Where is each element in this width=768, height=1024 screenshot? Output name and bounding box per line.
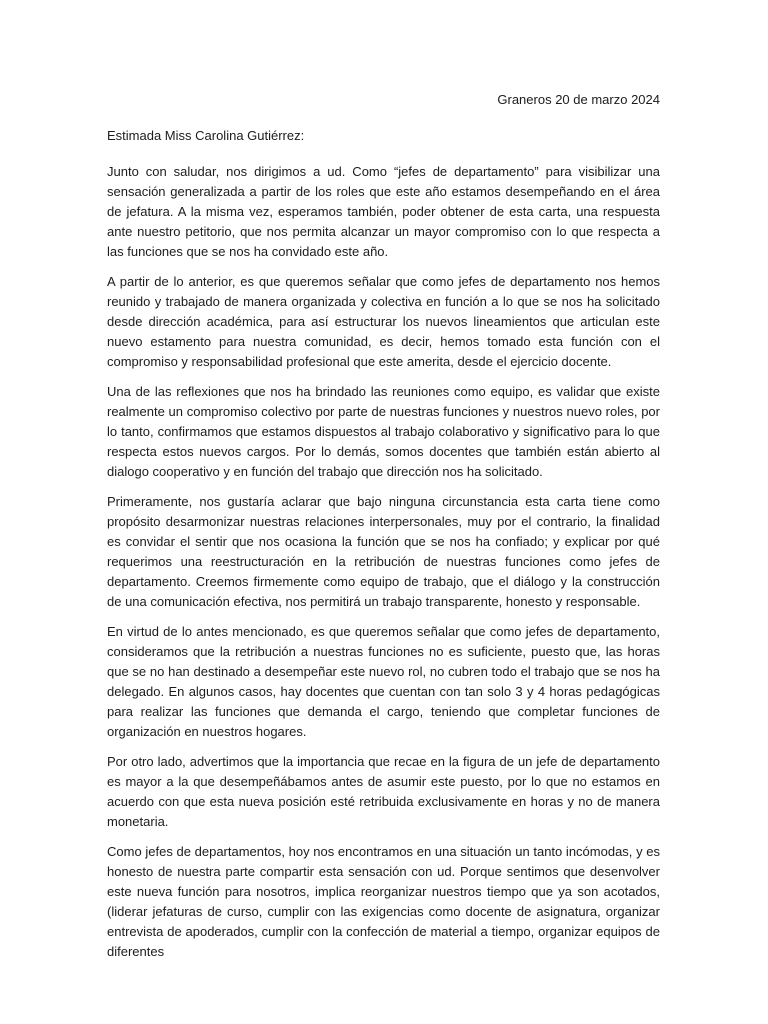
- letter-date: Graneros 20 de marzo 2024: [497, 92, 660, 107]
- letter-paragraph: A partir de lo anterior, es que queremos señalar que como jefes de departamento nos hemos reunido y trabajado de manera organizada y colectiva en función a lo que se nos ha solicitado desde dirección académica, para así estructurar los nuevos lineamientos que articulan este nuevo estamento para nuestra comunidad, es decir, hemos tomado esta función con el compromiso y responsabilidad profesional que este amerita, desde el ejercicio docente.: [107, 274, 660, 369]
- letter-paragraph: Por otro lado, advertimos que la importancia que recae en la figura de un jefe de departamento es mayor a la que desempeñábamos antes de asumir este puesto, por lo que no estamos en acuerdo con que esta nueva posición esté retribuida exclusivamente en horas y no de manera monetaria.: [107, 754, 660, 829]
- letter-body: [107, 90, 660, 972]
- letter-paragraph: Una de las reflexiones que nos ha brindado las reuniones como equipo, es validar que existe realmente un compromiso colectivo por parte de nuestras funciones y nuestros nuevo roles, por lo tanto, confirmamos que estamos dispuestos al trabajo colaborativo y significativo para lo que respecta estos nuevos cargos. Por lo demás, somos docentes que también están abierto al dialogo cooperativo y en función del trabajo que dirección nos ha solicitado.: [107, 384, 660, 479]
- letter-paragraph: Junto con saludar, nos dirigimos a ud. Como “jefes de departamento” para visibilizar una sensación generalizada a partir de los roles que este año estamos desempeñando en el área de jefatura. A la misma vez, esperamos también, poder obtener de esta carta, una respuesta ante nuestro petitorio, que nos permita alcanzar un mayor compromiso con lo que respecta a las funciones que se nos ha convidado este año.: [107, 164, 660, 259]
- letter-paragraph: Primeramente, nos gustaría aclarar que bajo ninguna circunstancia esta carta tiene como propósito desarmonizar nuestras relaciones interpersonales, muy por el contrario, la finalidad es convidar el sentir que nos ocasiona la función que se nos ha confiado; y explicar por qué requerimos una reestructuración en la retribución de nuestras funciones como jefes de departamento. Creemos firmemente como equipo de trabajo, que el diálogo y la construcción de una comunicación efectiva, nos permitirá un trabajo transparente, honesto y responsable.: [107, 494, 660, 609]
- letter-salutation: Estimada Miss Carolina Gutiérrez:: [107, 128, 305, 143]
- letter-paragraph: En virtud de lo antes mencionado, es que queremos señalar que como jefes de departamento, consideramos que la retribución a nuestras funciones no es suficiente, puesto que, las horas que se no han destinado a desempeñar este nuevo rol, no cubren todo el trabajo que se nos ha delegado. En algunos casos, hay docentes que cuentan con tan solo 3 y 4 horas pedagógicas para realizar las funciones que demanda el cargo, teniendo que completar funciones de organización en nuestros hogares.: [107, 624, 660, 739]
- letter-paragraph: Como jefes de departamentos, hoy nos encontramos en una situación un tanto incómodas, y es honesto de nuestra parte compartir esta sensación con ud. Porque sentimos que desenvolver este nueva función para nosotros, implica reorganizar nuestros tiempo que ya son acotados, (liderar jefaturas de curso, cumplir con las exigencias como docente de asignatura, organizar entrevista de apoderados, cumplir con la confección de material a tiempo, organizar equipos de diferentes: [107, 844, 660, 959]
